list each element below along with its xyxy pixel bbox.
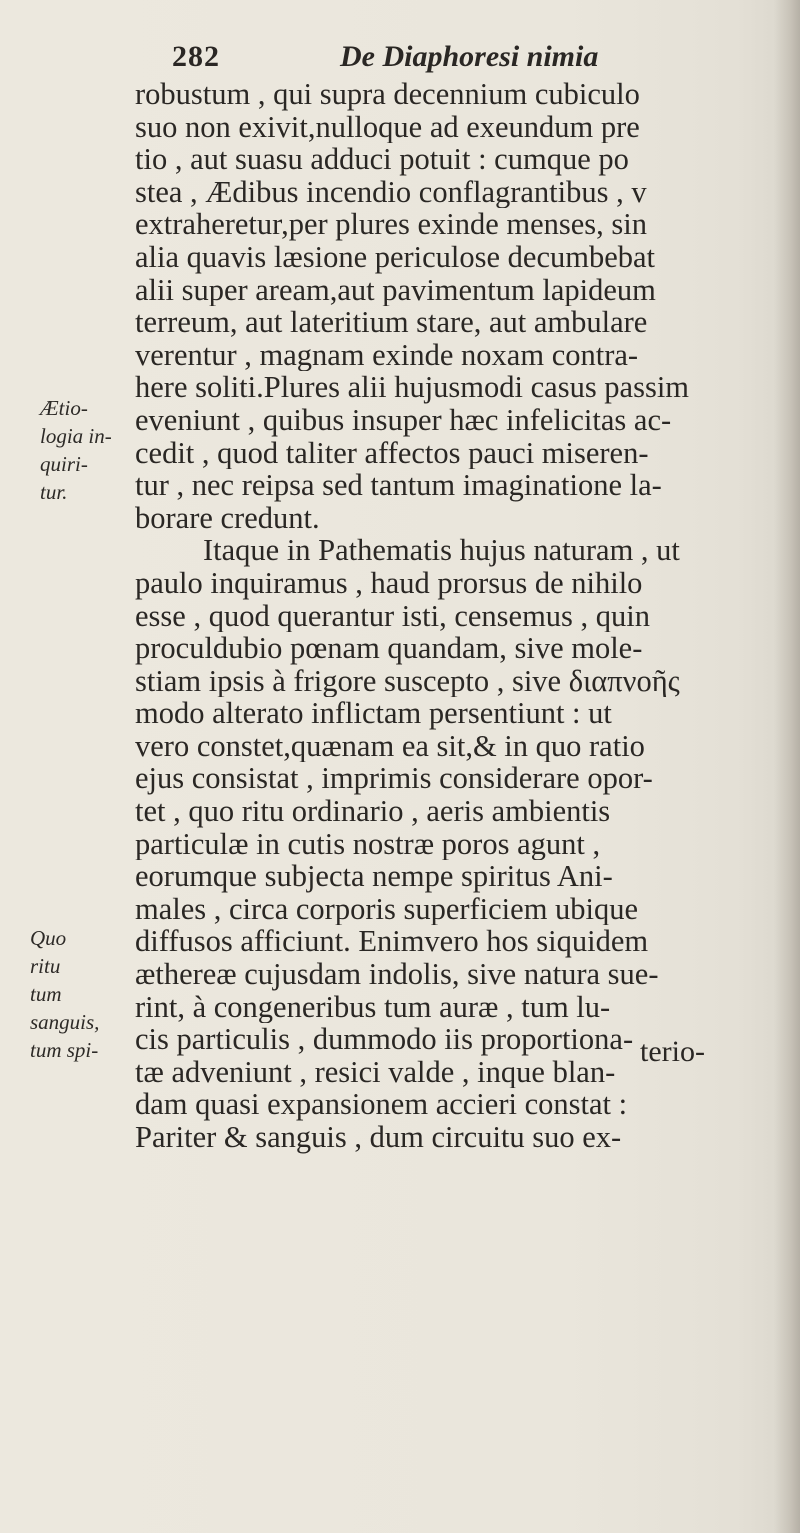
text-line: extraheretur,per plures exinde menses, sin xyxy=(135,208,648,241)
text-line: paulo inquiramus , haud prorsus de nihilo xyxy=(135,566,643,600)
text-line: alia quavis læsione periculose decumbebat xyxy=(135,240,656,274)
text-line: robustum , qui supra decennium cubiculo xyxy=(135,78,640,111)
text-line: tur , nec reipsa sed tantum imaginatione la- xyxy=(135,469,662,502)
paragraph-start-line: Itaque in Pathematis hujus naturam , ut xyxy=(203,534,680,567)
text-line: here soliti.Plures alii hujusmodi casus passim xyxy=(135,371,690,404)
text-line: esse , quod querantur isti, censemus , quin xyxy=(135,599,651,633)
text-line: suo non exivit,nulloque ad exeundum pre xyxy=(135,110,640,144)
text-line: proculdubio pœnam quandam, sive mole- xyxy=(135,632,643,665)
margin-note-line: logia in- xyxy=(40,424,112,448)
margin-note-line: Quo xyxy=(30,926,67,950)
text-line: particulæ in cutis nostræ poros agunt , xyxy=(135,827,601,861)
margin-note-aetiologia xyxy=(40,394,112,506)
text-line: modo alterato inflictam persentiunt : ut xyxy=(135,697,612,730)
margin-note-line: ritu xyxy=(30,954,61,978)
text-line: rint, à congeneribus tum auræ , tum lu- xyxy=(135,990,611,1024)
text-line: tet , quo ritu ordinario , aeris ambientis xyxy=(135,795,611,828)
text-line: ejus consistat , imprimis considerare opor- xyxy=(135,762,653,796)
margin-note-line: sanguis, xyxy=(30,1010,100,1034)
text-line: eorumque subjecta nempe spiritus Ani- xyxy=(135,860,613,893)
margin-note-line: tur. xyxy=(40,480,68,504)
text-line: tæ adveniunt , resici valde , inque blan- xyxy=(135,1055,616,1089)
page-number: 282 xyxy=(172,40,220,73)
text-line: vero constet,quænam ea sit,& in quo ratio xyxy=(135,729,645,763)
margin-note-line: tum xyxy=(30,982,62,1006)
margin-note-quo-ritu xyxy=(30,924,99,1064)
text-line: cis particulis , dummodo iis proportiona- xyxy=(135,1023,634,1056)
text-line: verentur , magnam exinde noxam contra- xyxy=(135,338,639,372)
running-head: De Diaphoresi nimia xyxy=(340,40,599,73)
catchword: terio- xyxy=(640,1035,705,1068)
text-line: æthereæ cujusdam indolis, sive natura sue- xyxy=(135,958,659,991)
text-line: stea , Ædibus incendio conflagrantibus , v xyxy=(135,175,647,209)
text-line: cedit , quod taliter affectos pauci miseren- xyxy=(135,436,649,470)
body-text xyxy=(135,78,795,1154)
text-line: terreum, aut lateritium stare, aut ambulare xyxy=(135,306,648,339)
margin-note-line: Ætio- xyxy=(40,396,88,420)
text-line: eveniunt , quibus insuper hæc infelicitas ac- xyxy=(135,403,672,437)
text-line: stiam ipsis à frigore suscepto , sive διαπνοῆς xyxy=(135,664,680,698)
margin-note-line: tum spi- xyxy=(30,1038,99,1062)
text-line: tio , aut suasu adduci potuit : cumque po xyxy=(135,143,629,176)
margin-note-line: quiri- xyxy=(40,452,88,476)
text-line: males , circa corporis superficiem ubique xyxy=(135,892,639,926)
text-line: borare credunt. xyxy=(135,501,320,535)
text-line: alii super aream,aut pavimentum lapideum xyxy=(135,273,656,307)
text-line: Pariter & sanguis , dum circuitu suo ex- xyxy=(135,1121,622,1154)
text-line: diffusos afficiunt. Enimvero hos siquidem xyxy=(135,925,649,959)
text-line: dam quasi expansionem accieri constat : xyxy=(135,1088,628,1121)
